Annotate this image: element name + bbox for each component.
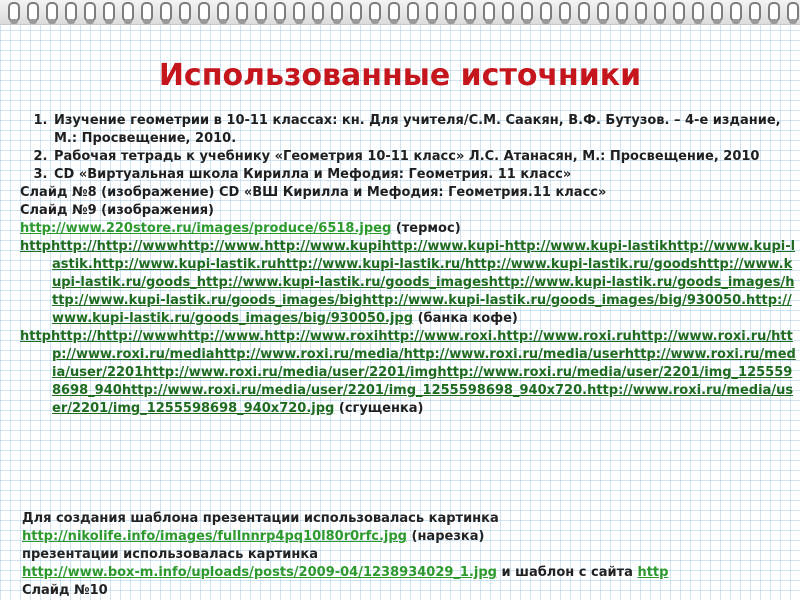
spiral-hole [162, 19, 170, 24]
spiral-hole [713, 19, 721, 24]
box-m-note: и шаблон с сайта [501, 565, 633, 580]
spiral-hole [770, 19, 778, 24]
spiral-hole [485, 19, 493, 24]
spiral-hole [10, 19, 18, 24]
spiral-hole [333, 19, 341, 24]
spiral-hole [618, 19, 626, 24]
spiral-hole [105, 19, 113, 24]
nikolife-link[interactable]: http://nikolife.info/images/fullnnrp4pq10l80r0rfc.jpg [22, 529, 407, 544]
slide8-note: Слайд №8 (изображение) CD «ВШ Кирилла и Мефодия: Геометрия.11 класс» [20, 185, 607, 200]
coffee-link[interactable]: httphttp://http://wwwhttp://www.http://www.kupihttp://www.kupi-http://www.kupi-lastikhttp://www.kupi-lastik.http://www.kupi-lastik.ruhttp://www.kupi-lastik.ru/http://www.kupi-lastik.ru/goodshttp://www.kupi-lastik.ru/goods_http://www.kupi-lastik.ru/goods_imageshttp://www.kupi-lastik.ru/goods_images/http://www.kupi-lastik.ru/goods_images/bighttp://www.kupi-lastik.ru/goods_images/big/930050.http://www.kupi-lastik.ru/goods_images/big/930050.jpg [20, 239, 796, 326]
source-item: 1. Изучение геометрии в 10-11 классах: кн. Для учителя/С.М. Саакян, В.Ф. Бутузов. – 4-е издание, М.: Просвещение, 2010. [52, 112, 798, 148]
spiral-hole [637, 19, 645, 24]
spiral-hole [181, 19, 189, 24]
slide9-note: Слайд №9 (изображения) [20, 203, 215, 218]
spiral-hole [732, 19, 740, 24]
overlay-line [22, 528, 798, 546]
spiral-hole [561, 19, 569, 24]
spiral-hole [580, 19, 588, 24]
overlay-line [22, 564, 798, 582]
spiral-hole [428, 19, 436, 24]
spiral-hole [656, 19, 664, 24]
reference-roxi [20, 328, 798, 418]
spiral-hole [504, 19, 512, 24]
template-credit-overlay [22, 510, 798, 600]
source-item: 3. CD «Виртуальная школа Кирилла и Мефодия: Геометрия. 11 класс» [52, 166, 798, 184]
roxi-note: (сгущенка) [338, 401, 424, 416]
spiral-hole [447, 19, 455, 24]
spiral-hole [257, 19, 265, 24]
spiral-hole [276, 19, 284, 24]
spiral-hole [48, 19, 56, 24]
spiral-hole [694, 19, 702, 24]
spiral-hole [124, 19, 132, 24]
spiral-hole [523, 19, 531, 24]
box-m-link[interactable]: http://www.box-m.info/uploads/posts/2009-04/1238934029_1.jpg [22, 565, 497, 580]
spiral-hole [542, 19, 550, 24]
spiral-hole [675, 19, 683, 24]
coffee-note: (банка кофе) [417, 311, 518, 326]
spiral-binding [0, 0, 800, 25]
spiral-hole [200, 19, 208, 24]
spiral-hole [390, 19, 398, 24]
spiral-hole [67, 19, 75, 24]
spiral-hole [789, 19, 797, 24]
spiral-hole [238, 19, 246, 24]
spiral-hole [143, 19, 151, 24]
overlay-line: Для создания шаблона презентации использовалась картинка [22, 511, 499, 526]
spiral-hole [409, 19, 417, 24]
reference-thermos [20, 220, 798, 238]
spiral-hole [219, 19, 227, 24]
template-site-link[interactable]: http [637, 565, 669, 580]
spiral-hole [751, 19, 759, 24]
spiral-hole [352, 19, 360, 24]
spiral-hole [466, 19, 474, 24]
spiral-hole [599, 19, 607, 24]
reference-coffee [20, 238, 798, 328]
spiral-hole [314, 19, 322, 24]
spiral-hole [29, 19, 37, 24]
spiral-hole [371, 19, 379, 24]
nikolife-note: (нарезка) [411, 529, 485, 544]
overlay-line: Слайд №10 [22, 583, 108, 598]
page-title: Использованные источники [158, 58, 642, 93]
roxi-link[interactable]: httphttp://http://wwwhttp://www.http://www.roxihttp://www.roxi.http://www.roxi.ruhttp://www.roxi.ru/http://www.roxi.ru/mediahttp://www.roxi.ru/media/http://www.roxi.ru/media/userhttp://www.roxi.ru/media/user/2201http://www.roxi.ru/media/user/2201/imghttp://www.roxi.ru/media/user/2201/img_1255598698_940http://www.roxi.ru/media/user/2201/img_1255598698_940x720.http://www.roxi.ru/media/user/2201/img_1255598698_940x720.jpg [20, 329, 796, 416]
thermos-note: (термос) [395, 221, 461, 236]
thermos-link[interactable]: http://www.220store.ru/images/produce/6518.jpeg [20, 221, 392, 236]
source-item: 2. Рабочая тетрадь к учебнику «Геометрия 10-11 класс» Л.С. Атанасян, М.: Просвещение, 2010 [52, 148, 798, 166]
spiral-hole [295, 19, 303, 24]
overlay-line: презентации использовалась картинка [22, 547, 318, 562]
spiral-hole [86, 19, 94, 24]
numbered-sources [20, 112, 798, 184]
